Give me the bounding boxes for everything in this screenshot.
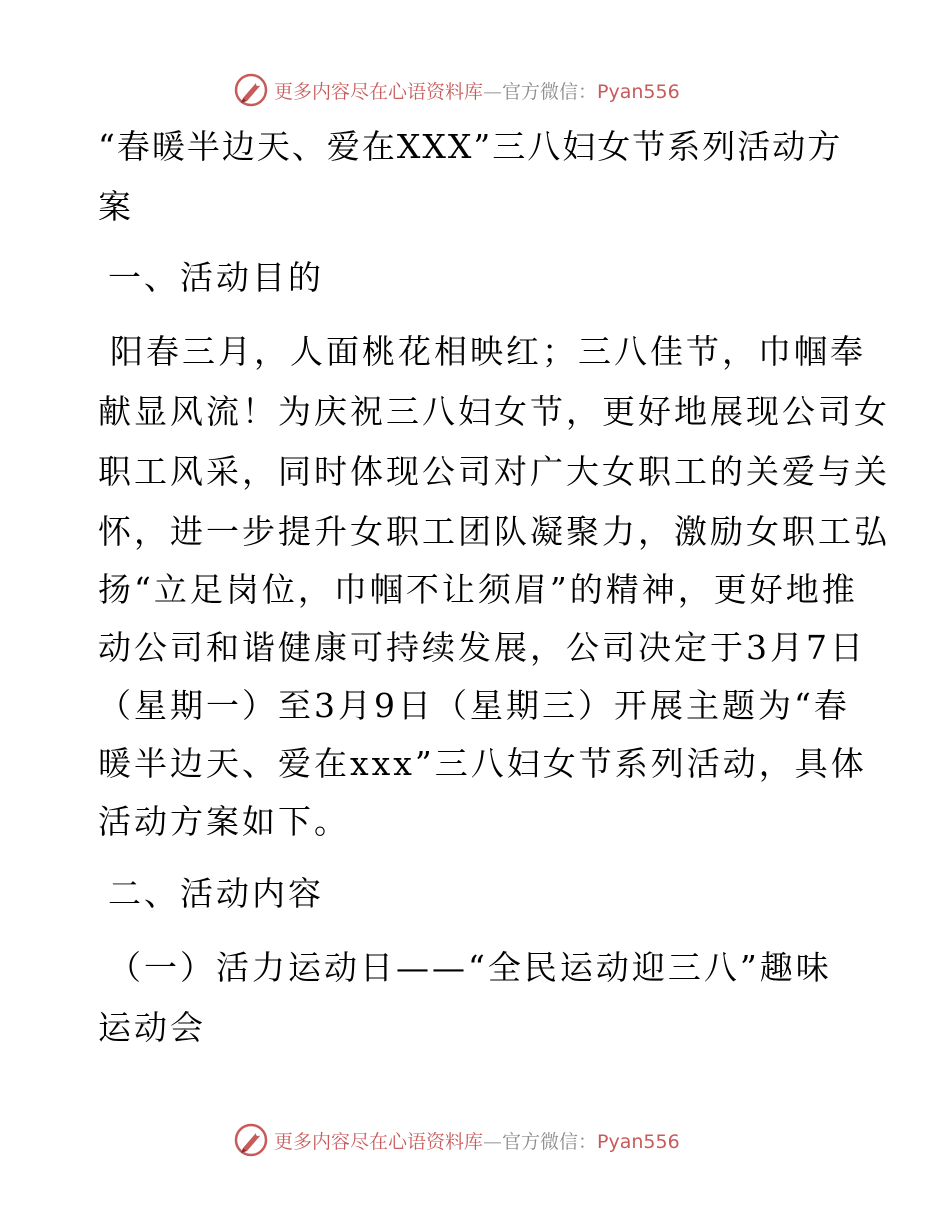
paragraph-line: 动公司和谐健康可持续发展，公司决定于3月7日 [98,628,866,667]
pen-logo-icon [234,1123,268,1157]
watermark-main: 更多内容尽在心语资料库 [274,80,484,103]
header-watermark [234,70,680,110]
document-title-line-1: “春暖半边天、爱在XXX”三八妇女节系列活动方 [98,127,843,166]
paragraph-line: 阳春三月，人面桃花相映红；三八佳节，巾帼奉 [110,332,866,371]
watermark-dash: — [483,1130,503,1153]
subsection-heading-line-1: （一）活力运动日——“全民运动迎三八”趣味 [108,948,832,987]
watermark-text [274,1127,680,1154]
paragraph-line: 怀，进一步提升女职工团队凝聚力，激励女职工弘 [98,512,890,551]
watermark-main: 更多内容尽在心语资料库 [274,1130,484,1153]
paragraph-line: （星期一）至3月9日（星期三）开展主题为“春 [98,686,850,725]
watermark-wechat-id: Pyan556 [597,1130,680,1153]
watermark-wechat-id: Pyan556 [597,80,680,103]
watermark-dash: — [483,80,503,103]
watermark-text [274,77,680,104]
watermark-official: 官方微信： [502,1130,598,1153]
pen-logo-icon [234,73,268,107]
paragraph-line: 献显风流！为庆祝三八妇女节，更好地展现公司女 [98,392,890,431]
paragraph-line: 职工风采，同时体现公司对广大女职工的关爱与关 [98,452,890,491]
document-title-line-2: 案 [98,187,134,226]
paragraph-line: 扬“立足岗位，巾帼不让须眉”的精神，更好地推 [98,570,858,609]
section-heading-purpose: 一、活动目的 [108,258,324,297]
paragraph-line: 活动方案如下。 [98,802,350,841]
section-heading-content: 二、活动内容 [108,874,324,913]
paragraph-line: 暖半边天、爱在xxx”三八妇女节系列活动，具体 [98,744,867,783]
footer-watermark [234,1120,680,1160]
subsection-heading-line-2: 运动会 [98,1008,206,1047]
watermark-official: 官方微信： [502,80,598,103]
